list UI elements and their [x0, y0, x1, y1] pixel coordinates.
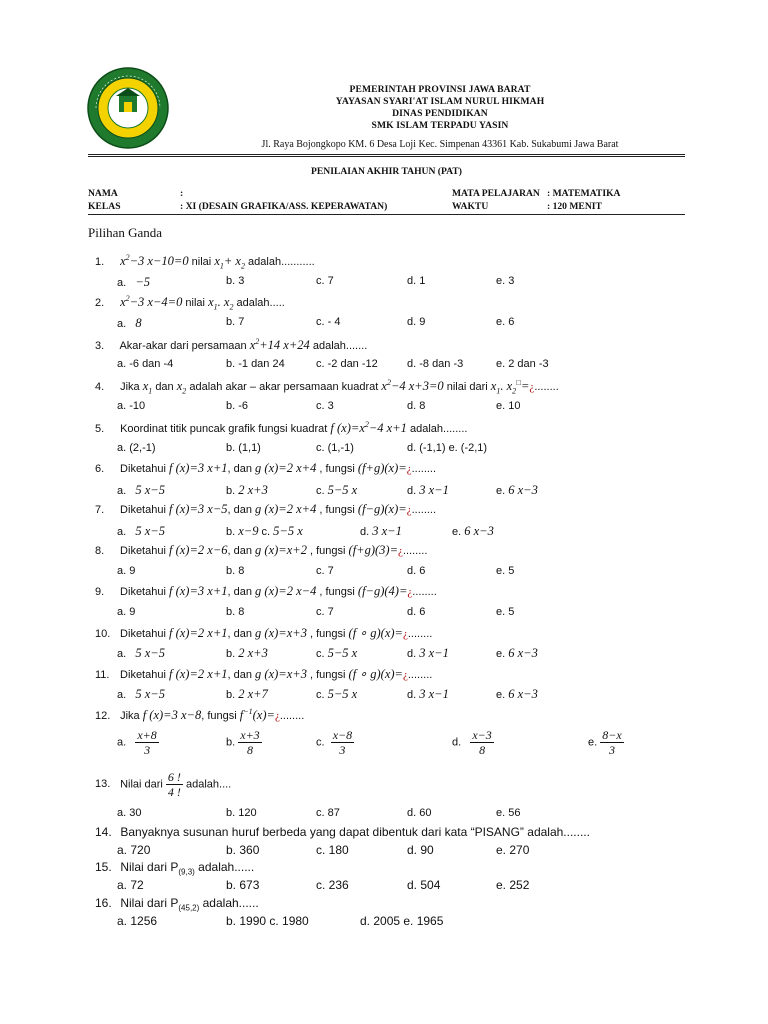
kelas-label: KELAS — [88, 201, 121, 212]
nama-value: : — [180, 188, 184, 199]
school-logo — [86, 66, 170, 150]
option-d[interactable]: d. 504 — [407, 878, 441, 892]
question-5-options — [0, 442, 768, 456]
question-2-options — [0, 316, 768, 330]
option-c[interactable]: c. 5−5 x — [316, 483, 358, 497]
option-c[interactable]: c. 7 — [316, 606, 334, 618]
option-a[interactable]: a. 5 x−5 — [117, 483, 165, 497]
header-line-2: YAYASAN SYARI'AT ISLAM NURUL HIKMAH — [335, 96, 545, 107]
question-6-options — [0, 483, 768, 497]
option-e[interactable]: e. 6 x−3 — [452, 524, 494, 538]
option-b[interactable]: b. 673 — [226, 878, 260, 892]
option-e[interactable]: e. 252 — [496, 878, 530, 892]
option-c[interactable]: c. -2 dan -12 — [316, 358, 378, 370]
question-14: 14. Banyaknya susunan huruf berbeda yang dapat dibentuk dari kata “PISANG” adalah........ — [95, 825, 590, 839]
option-b[interactable]: b. 2 x+3 — [226, 483, 268, 497]
question-16: 16. Nilai dari $P_{(45,2)}$ adalah...... — [95, 896, 259, 913]
mapel-value: : MATEMATIKA — [547, 188, 621, 199]
option-c[interactable]: c. (1,-1) — [316, 442, 354, 454]
option-a[interactable]: a. −5 — [117, 275, 151, 289]
option-d[interactable]: d. 3 x−1 — [407, 687, 449, 701]
option-e[interactable]: e. 2 dan -3 — [496, 358, 549, 370]
question-15: 15. Nilai dari $P_{(9,3)}$ adalah...... — [95, 860, 255, 877]
option-c[interactable]: c. 87 — [316, 807, 340, 819]
option-d[interactable]: d. (-1,1) e. (-2,1) — [407, 442, 488, 454]
question-11: 11. Diketahui f (x)=2 x+1, dan g (x)=x+3 , fungsi (f ∘ g)(x)=¿........ — [95, 667, 433, 681]
question-12: 12. Jika f (x)=3 x−8, fungsi $f^{-1}(x)=¿$........ — [95, 707, 305, 723]
option-d[interactable]: d. 6 — [407, 565, 426, 577]
exam-title: PENILAIAN AKHIR TAHUN (PAT) — [311, 166, 462, 177]
question-4-options — [0, 400, 768, 414]
option-e[interactable]: e. 6 x−3 — [496, 646, 538, 660]
option-d[interactable]: d. 3 x−1 — [407, 646, 449, 660]
option-a[interactable]: a. $\frac{x+8}{3}$ — [117, 728, 157, 757]
question-9: 9. Diketahui f (x)=3 x+1, dan g (x)=2 x−4 , fungsi (f−g)(4)=¿........ — [95, 584, 437, 598]
option-c[interactable]: c. 5−5 x — [316, 687, 358, 701]
option-a[interactable]: a. 9 — [117, 565, 136, 577]
option-b[interactable]: b. 2 x+7 — [226, 687, 268, 701]
header-address: Jl. Raya Bojongkopo KM. 6 Desa Loji Kec. Simpenan 43361 Kab. Sukabumi Jawa Barat — [261, 139, 619, 150]
header-line-1: PEMERINTAH PROVINSI JAWA BARAT — [349, 84, 531, 95]
question-5: 5. Koordinat titik puncak grafik fungsi kuadrat f $(x)=x^2-4$ x+1 adalah........ — [95, 420, 468, 436]
option-a[interactable]: a. (2,-1) — [117, 442, 156, 454]
question-1: 1. $x^2-3$ x−10=0 nilai $x_1+ x_2$ adalah........... — [95, 253, 315, 271]
header-line-3: DINAS PENDIDIKAN — [392, 108, 488, 119]
option-c[interactable]: c. - 4 — [316, 316, 341, 328]
option-e[interactable]: e. 270 — [496, 843, 530, 857]
option-c[interactable]: c. 3 — [316, 400, 334, 412]
question-1-options — [0, 275, 768, 289]
option-d[interactable]: d. 9 — [407, 316, 426, 328]
option-b[interactable]: b. -6 — [226, 400, 249, 412]
option-d[interactable]: d. 8 — [407, 400, 426, 412]
option-e[interactable]: e. 6 — [496, 316, 515, 328]
header-divider — [88, 154, 685, 155]
kelas-value: : XI (DESAIN GRAFIKA/ASS. KEPERAWATAN) — [180, 201, 388, 212]
option-b[interactable]: b. x−9 c. 5−5 x — [226, 524, 303, 538]
option-d[interactable]: d. 3 x−1 — [360, 524, 402, 538]
question-13-options — [0, 807, 768, 821]
option-e[interactable]: e. 5 — [496, 606, 515, 618]
question-10-options — [0, 646, 768, 660]
question-6: 6. Diketahui f (x)=3 x+1, dan g (x)=2 x+4 , fungsi (f+g)(x)=¿........ — [95, 461, 437, 475]
option-a[interactable]: a. 30 — [117, 807, 142, 819]
option-c[interactable]: c. 180 — [316, 843, 349, 857]
option-a[interactable]: a. 72 — [117, 878, 144, 892]
question-15-options — [0, 878, 768, 892]
option-b[interactable]: b. 7 — [226, 316, 245, 328]
header-divider-thin — [88, 156, 685, 157]
question-10: 10. Diketahui f (x)=2 x+1, dan g (x)=x+3 , fungsi (f ∘ g)(x)=¿........ — [95, 626, 433, 640]
option-b[interactable]: b. $\frac{x+3}{8}$ — [226, 728, 260, 757]
option-e[interactable]: e. 56 — [496, 807, 521, 819]
option-a[interactable]: a. 9 — [117, 606, 136, 618]
option-e[interactable]: e. 5 — [496, 565, 515, 577]
nama-label: NAMA — [88, 188, 118, 199]
option-e[interactable]: e. 3 — [496, 275, 515, 287]
option-a[interactable]: a. 1256 — [117, 914, 158, 928]
option-e[interactable]: e. $\frac{8-x}{3}$ — [588, 728, 622, 757]
section-title: Pilihan Ganda — [88, 225, 163, 240]
option-b[interactable]: b. 2 x+3 — [226, 646, 268, 660]
option-a[interactable]: a. 5 x−5 — [117, 646, 165, 660]
option-b[interactable]: b. 3 — [226, 275, 245, 287]
option-b[interactable]: b. 8 — [226, 565, 245, 577]
option-d-e[interactable]: d. 2005 e. 1965 — [360, 914, 444, 928]
option-c[interactable]: c. 236 — [316, 878, 349, 892]
option-b[interactable]: b. 120 — [226, 807, 257, 819]
option-b[interactable]: b. 360 — [226, 843, 260, 857]
question-7-options — [0, 524, 768, 538]
option-d[interactable]: d. 90 — [407, 843, 434, 857]
question-9-options — [0, 606, 768, 620]
option-b-c[interactable]: b. 1990 c. 1980 — [226, 914, 309, 928]
waktu-label: WAKTU — [452, 201, 489, 212]
question-12-options — [0, 728, 768, 762]
option-e[interactable]: e. 6 x−3 — [496, 687, 538, 701]
mapel-label: MATA PELAJARAN — [452, 188, 540, 199]
question-16-options — [0, 914, 768, 928]
question-11-options — [0, 687, 768, 701]
option-b[interactable]: b. (1,1) — [226, 442, 261, 454]
option-e[interactable]: e. 10 — [496, 400, 521, 412]
option-e[interactable]: e. 6 x−3 — [496, 483, 538, 497]
question-8: 8. Diketahui f (x)=2 x−6, dan g (x)=x+2 , fungsi (f+g)(3)=¿........ — [95, 543, 428, 557]
option-c[interactable]: c. 7 — [316, 565, 334, 577]
option-d[interactable]: d. -8 dan -3 — [407, 358, 464, 370]
option-c[interactable]: c. $\frac{x-8}{3}$ — [316, 728, 353, 757]
option-a[interactable]: a. 5 x−5 — [117, 524, 165, 538]
question-4: 4. Jika $x_1$ dan $x_2$ adalah akar – akar persamaan kuadrat $x^2-4$ x+3=0 nilai dari $x_1$. $x_2^□=¿$........ — [95, 378, 559, 396]
meta-divider — [88, 214, 685, 215]
question-7: 7. Diketahui f (x)=3 x−5, dan g (x)=2 x+4 , fungsi (f−g)(x)=¿........ — [95, 502, 437, 516]
option-c[interactable]: c. 5−5 x — [316, 646, 358, 660]
header-line-4: SMK ISLAM TERPADU YASIN — [371, 120, 509, 131]
option-a[interactable]: a. -10 — [117, 400, 146, 412]
question-3: 3. Akar-akar dari persamaan $x^2+14$ x+24 adalah....... — [95, 337, 368, 353]
question-8-options — [0, 565, 768, 579]
option-a[interactable]: a. 5 x−5 — [117, 687, 165, 701]
question-13: 13. Nilai dari $\frac{6 !}{4 !}$ adalah.... — [95, 770, 232, 799]
option-a[interactable]: a. -6 dan -4 — [117, 358, 174, 370]
option-d[interactable]: d. 3 x−1 — [407, 483, 449, 497]
option-b[interactable]: b. 8 — [226, 606, 245, 618]
option-a[interactable]: a. 720 — [117, 843, 151, 857]
question-14-options — [0, 843, 768, 857]
option-d[interactable]: d. $\frac{x-3}{8}$ — [452, 728, 492, 757]
option-a[interactable]: a. 8 — [117, 316, 142, 330]
question-3-options — [0, 358, 768, 372]
question-2: 2. $x^2-3$ x−4=0 nilai $x_1$. $x_2$ adalah..... — [95, 294, 285, 312]
option-b[interactable]: b. -1 dan 24 — [226, 358, 285, 370]
option-d[interactable]: d. 6 — [407, 606, 426, 618]
waktu-value: : 120 MENIT — [547, 201, 602, 212]
option-c[interactable]: c. 7 — [316, 275, 334, 287]
option-d[interactable]: d. 1 — [407, 275, 426, 287]
option-d[interactable]: d. 60 — [407, 807, 432, 819]
